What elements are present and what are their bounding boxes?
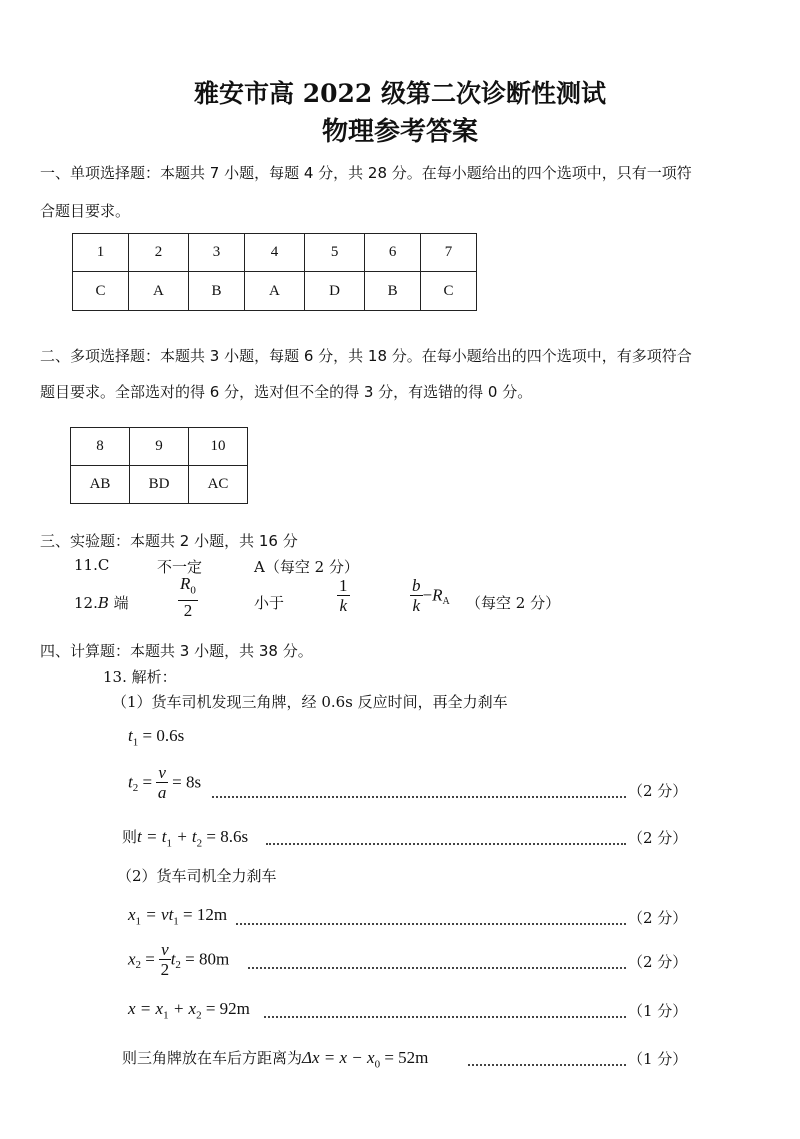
q12-fraction-1-over-k: $\frac{1}{k}$ (339, 576, 348, 615)
leader-dots (468, 1064, 626, 1066)
table-cell: C (73, 272, 129, 311)
equation-x1: $x_1 = vt_1 = 12m$ (128, 905, 228, 928)
table-cell: 3 (189, 234, 245, 272)
q13-part1-text: （1）货车司机发现三角牌，经 0.6s 反应时间，再全力刹车 (112, 693, 508, 711)
q12-fraction-r0-over-2: $\frac{R_0}{2}$ (180, 574, 196, 621)
table-cell: 4 (244, 234, 304, 272)
table-cell: A (128, 272, 188, 311)
leader-dots (266, 843, 626, 845)
answer-row (73, 272, 477, 311)
equation-x2: $x_2$ = $\frac{v}{2}$ $t_2 = 80m$ (128, 940, 230, 979)
answer-row (71, 466, 248, 504)
table-cell: B (189, 272, 245, 311)
q11-answer-2: 不一定 (157, 558, 203, 576)
equation-t2: $t_2$ = $\frac{v}{a}$ = 8s (128, 763, 202, 802)
equation-t1: $t_1 = 0.6s$ (128, 726, 185, 749)
table-cell: 1 (73, 234, 129, 272)
table-cell: 10 (189, 428, 248, 466)
page-title: 雅安市高 2022 级第二次诊断性测试 (194, 79, 606, 108)
q13-part2-text: （2）货车司机全力刹车 (117, 867, 277, 885)
section4-heading: 四、计算题：本题共 3 小题，共 38 分。 (40, 642, 313, 660)
equation-t-total: 则$t = t_1 + t_2 = 8.6s$ (122, 827, 249, 850)
leader-dots (236, 923, 626, 925)
table-cell: 5 (305, 234, 365, 272)
q12-score-note: （每空 2 分） (466, 594, 561, 612)
leader-dots (248, 967, 626, 969)
score-label: （2 分） (628, 782, 688, 800)
question-number-row (73, 234, 477, 272)
table-cell: 8 (71, 428, 130, 466)
table-cell: 9 (130, 428, 189, 466)
table-cell: C (421, 272, 477, 311)
table-cell: 7 (421, 234, 477, 272)
score-label: （2 分） (628, 909, 688, 927)
section2-text-line1: 二、多项选择题：本题共 3 小题，每题 6 分，共 18 分。在每小题给出的四个选项中，有多项符合 (40, 347, 692, 365)
score-label: （1 分） (628, 1002, 688, 1020)
leader-dots (264, 1016, 626, 1018)
equation-final-distance: 则三角牌放在车后方距离为$\Delta x = x - x_0 = 52m$ (122, 1048, 429, 1071)
table-cell: 2 (128, 234, 188, 272)
section3-heading: 三、实验题：本题共 2 小题，共 16 分 (40, 532, 298, 550)
table-cell: D (305, 272, 365, 311)
score-label: （1 分） (628, 1050, 688, 1068)
table-cell: 6 (365, 234, 421, 272)
q13-label: 13. 解析： (103, 668, 177, 686)
table-cell: B (365, 272, 421, 311)
table-cell: AB (71, 466, 130, 504)
q12-answer-less-than: 小于 (254, 594, 285, 612)
q12-label: 12.B 端 (74, 594, 129, 612)
table-cell: BD (130, 466, 189, 504)
leader-dots (212, 796, 626, 798)
section1-text-line1: 一、单项选择题：本题共 7 小题，每题 4 分，共 28 分。在每小题给出的四个选项中，只有一项符 (40, 164, 692, 182)
page-subtitle: 物理参考答案 (321, 117, 478, 147)
q11-answer-3: A（每空 2 分） (254, 558, 359, 576)
equation-x-total: $x = x_1 + x_2 = 92m$ (128, 999, 250, 1022)
section1-text-line2: 合题目要求。 (40, 202, 131, 220)
score-label: （2 分） (628, 953, 688, 971)
single-choice-answer-table (72, 233, 477, 311)
score-label: （2 分） (628, 829, 688, 847)
table-cell: A (244, 272, 304, 311)
table-cell: AC (189, 466, 248, 504)
section2-text-line2: 题目要求。全部选对的得 6 分，选对但不全的得 3 分，有选错的得 0 分。 (40, 383, 533, 401)
question-number-row (71, 428, 248, 466)
q11-answer-1: 11.C (74, 556, 110, 574)
multi-choice-answer-table (70, 427, 248, 504)
q12-expression-b-over-k-minus-ra: $\frac{b}{k}$ $-R_A$ (412, 576, 450, 615)
